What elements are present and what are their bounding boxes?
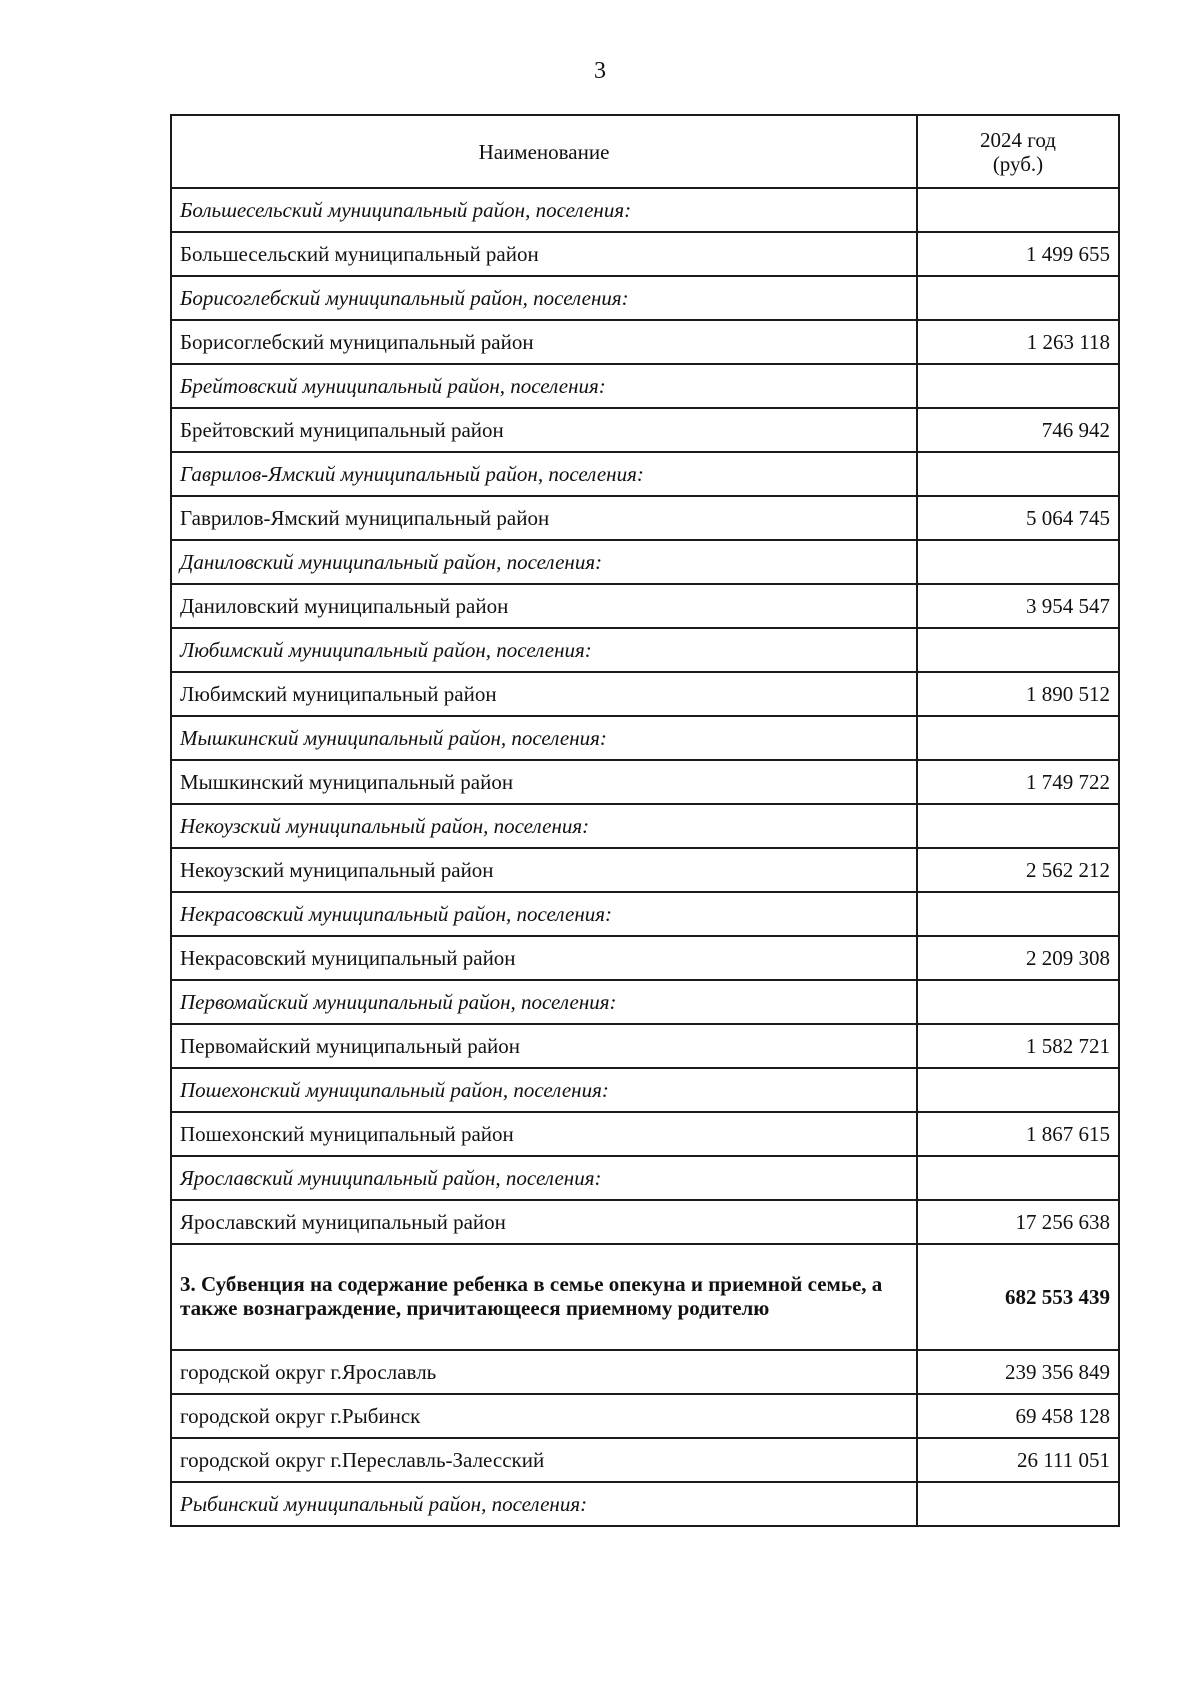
row-name: Рыбинский муниципальный район, поселения: <box>171 1482 917 1526</box>
row-name: городской округ г.Переславль-Залесский <box>171 1438 917 1482</box>
row-value: 17 256 638 <box>917 1200 1119 1244</box>
row-name: Даниловский муниципальный район <box>171 584 917 628</box>
row-name: Первомайский муниципальный район <box>171 1024 917 1068</box>
row-name: Пошехонский муниципальный район, поселения: <box>171 1068 917 1112</box>
table-row <box>171 1112 1119 1156</box>
table-row-subheader <box>171 1068 1119 1112</box>
row-value: 239 356 849 <box>917 1350 1119 1394</box>
row-name: Гаврилов-Ямский муниципальный район <box>171 496 917 540</box>
row-name: Мышкинский муниципальный район <box>171 760 917 804</box>
column-header-value-line1: 2024 год <box>980 127 1056 152</box>
table-row <box>171 1350 1119 1394</box>
table-row-subheader <box>171 540 1119 584</box>
column-header-value <box>917 115 1119 188</box>
row-value <box>917 716 1119 760</box>
table-row <box>171 848 1119 892</box>
table-row <box>171 672 1119 716</box>
table-row <box>171 936 1119 980</box>
row-name: Гаврилов-Ямский муниципальный район, поселения: <box>171 452 917 496</box>
table-row-subheader <box>171 364 1119 408</box>
row-name: Брейтовский муниципальный район <box>171 408 917 452</box>
table-row <box>171 1438 1119 1482</box>
row-value <box>917 628 1119 672</box>
row-name: Большесельский муниципальный район, поселения: <box>171 188 917 232</box>
table-row <box>171 408 1119 452</box>
row-name: Ярославский муниципальный район, поселения: <box>171 1156 917 1200</box>
row-name: Брейтовский муниципальный район, поселения: <box>171 364 917 408</box>
column-header-name: Наименование <box>171 115 917 188</box>
table-row <box>171 1394 1119 1438</box>
row-name: Ярославский муниципальный район <box>171 1200 917 1244</box>
row-name: Большесельский муниципальный район <box>171 232 917 276</box>
row-value: 5 064 745 <box>917 496 1119 540</box>
table-row-subheader <box>171 628 1119 672</box>
table-row-subheader <box>171 716 1119 760</box>
table-row-subheader <box>171 1482 1119 1526</box>
row-value <box>917 452 1119 496</box>
table-header-row <box>171 115 1119 188</box>
table-row <box>171 232 1119 276</box>
section-title: 3. Субвенция на содержание ребенка в семье опекуна и приемной семье, а также вознаграждение, причитающееся приемному родителю <box>171 1244 917 1350</box>
row-name: Любимский муниципальный район <box>171 672 917 716</box>
section-total: 682 553 439 <box>917 1244 1119 1350</box>
row-value: 1 499 655 <box>917 232 1119 276</box>
row-name: Борисоглебский муниципальный район <box>171 320 917 364</box>
budget-table <box>170 114 1120 1527</box>
row-value: 746 942 <box>917 408 1119 452</box>
table-row <box>171 760 1119 804</box>
row-name: Некоузский муниципальный район <box>171 848 917 892</box>
row-value: 69 458 128 <box>917 1394 1119 1438</box>
row-name: Борисоглебский муниципальный район, поселения: <box>171 276 917 320</box>
row-name: Некрасовский муниципальный район <box>171 936 917 980</box>
table-row-subheader <box>171 276 1119 320</box>
row-value <box>917 804 1119 848</box>
row-value: 2 562 212 <box>917 848 1119 892</box>
row-name: Любимский муниципальный район, поселения: <box>171 628 917 672</box>
column-header-value-line2: (руб.) <box>992 151 1044 176</box>
table-row <box>171 1200 1119 1244</box>
row-value <box>917 276 1119 320</box>
row-value <box>917 188 1119 232</box>
row-value: 26 111 051 <box>917 1438 1119 1482</box>
row-name: Некоузский муниципальный район, поселения: <box>171 804 917 848</box>
row-value: 3 954 547 <box>917 584 1119 628</box>
table-row-subheader <box>171 188 1119 232</box>
table-row-section-3 <box>171 1244 1119 1350</box>
row-value: 1 867 615 <box>917 1112 1119 1156</box>
row-name: Пошехонский муниципальный район <box>171 1112 917 1156</box>
row-name: Даниловский муниципальный район, поселения: <box>171 540 917 584</box>
row-value: 1 582 721 <box>917 1024 1119 1068</box>
row-name: Мышкинский муниципальный район, поселения: <box>171 716 917 760</box>
row-name: Первомайский муниципальный район, поселения: <box>171 980 917 1024</box>
row-value: 2 209 308 <box>917 936 1119 980</box>
row-value: 1 890 512 <box>917 672 1119 716</box>
page-number: 3 <box>594 58 606 84</box>
table-row <box>171 320 1119 364</box>
row-value <box>917 1068 1119 1112</box>
row-value <box>917 540 1119 584</box>
table-row-subheader <box>171 1156 1119 1200</box>
row-value <box>917 892 1119 936</box>
row-value <box>917 1156 1119 1200</box>
table-row <box>171 584 1119 628</box>
table-row <box>171 1024 1119 1068</box>
table-row-subheader <box>171 980 1119 1024</box>
table-row <box>171 496 1119 540</box>
row-value: 1 263 118 <box>917 320 1119 364</box>
row-name: городской округ г.Рыбинск <box>171 1394 917 1438</box>
row-name: городской округ г.Ярославль <box>171 1350 917 1394</box>
row-value: 1 749 722 <box>917 760 1119 804</box>
row-value <box>917 1482 1119 1526</box>
row-value <box>917 980 1119 1024</box>
table-row-subheader <box>171 892 1119 936</box>
row-value <box>917 364 1119 408</box>
row-name: Некрасовский муниципальный район, поселения: <box>171 892 917 936</box>
table-row-subheader <box>171 452 1119 496</box>
table-row-subheader <box>171 804 1119 848</box>
